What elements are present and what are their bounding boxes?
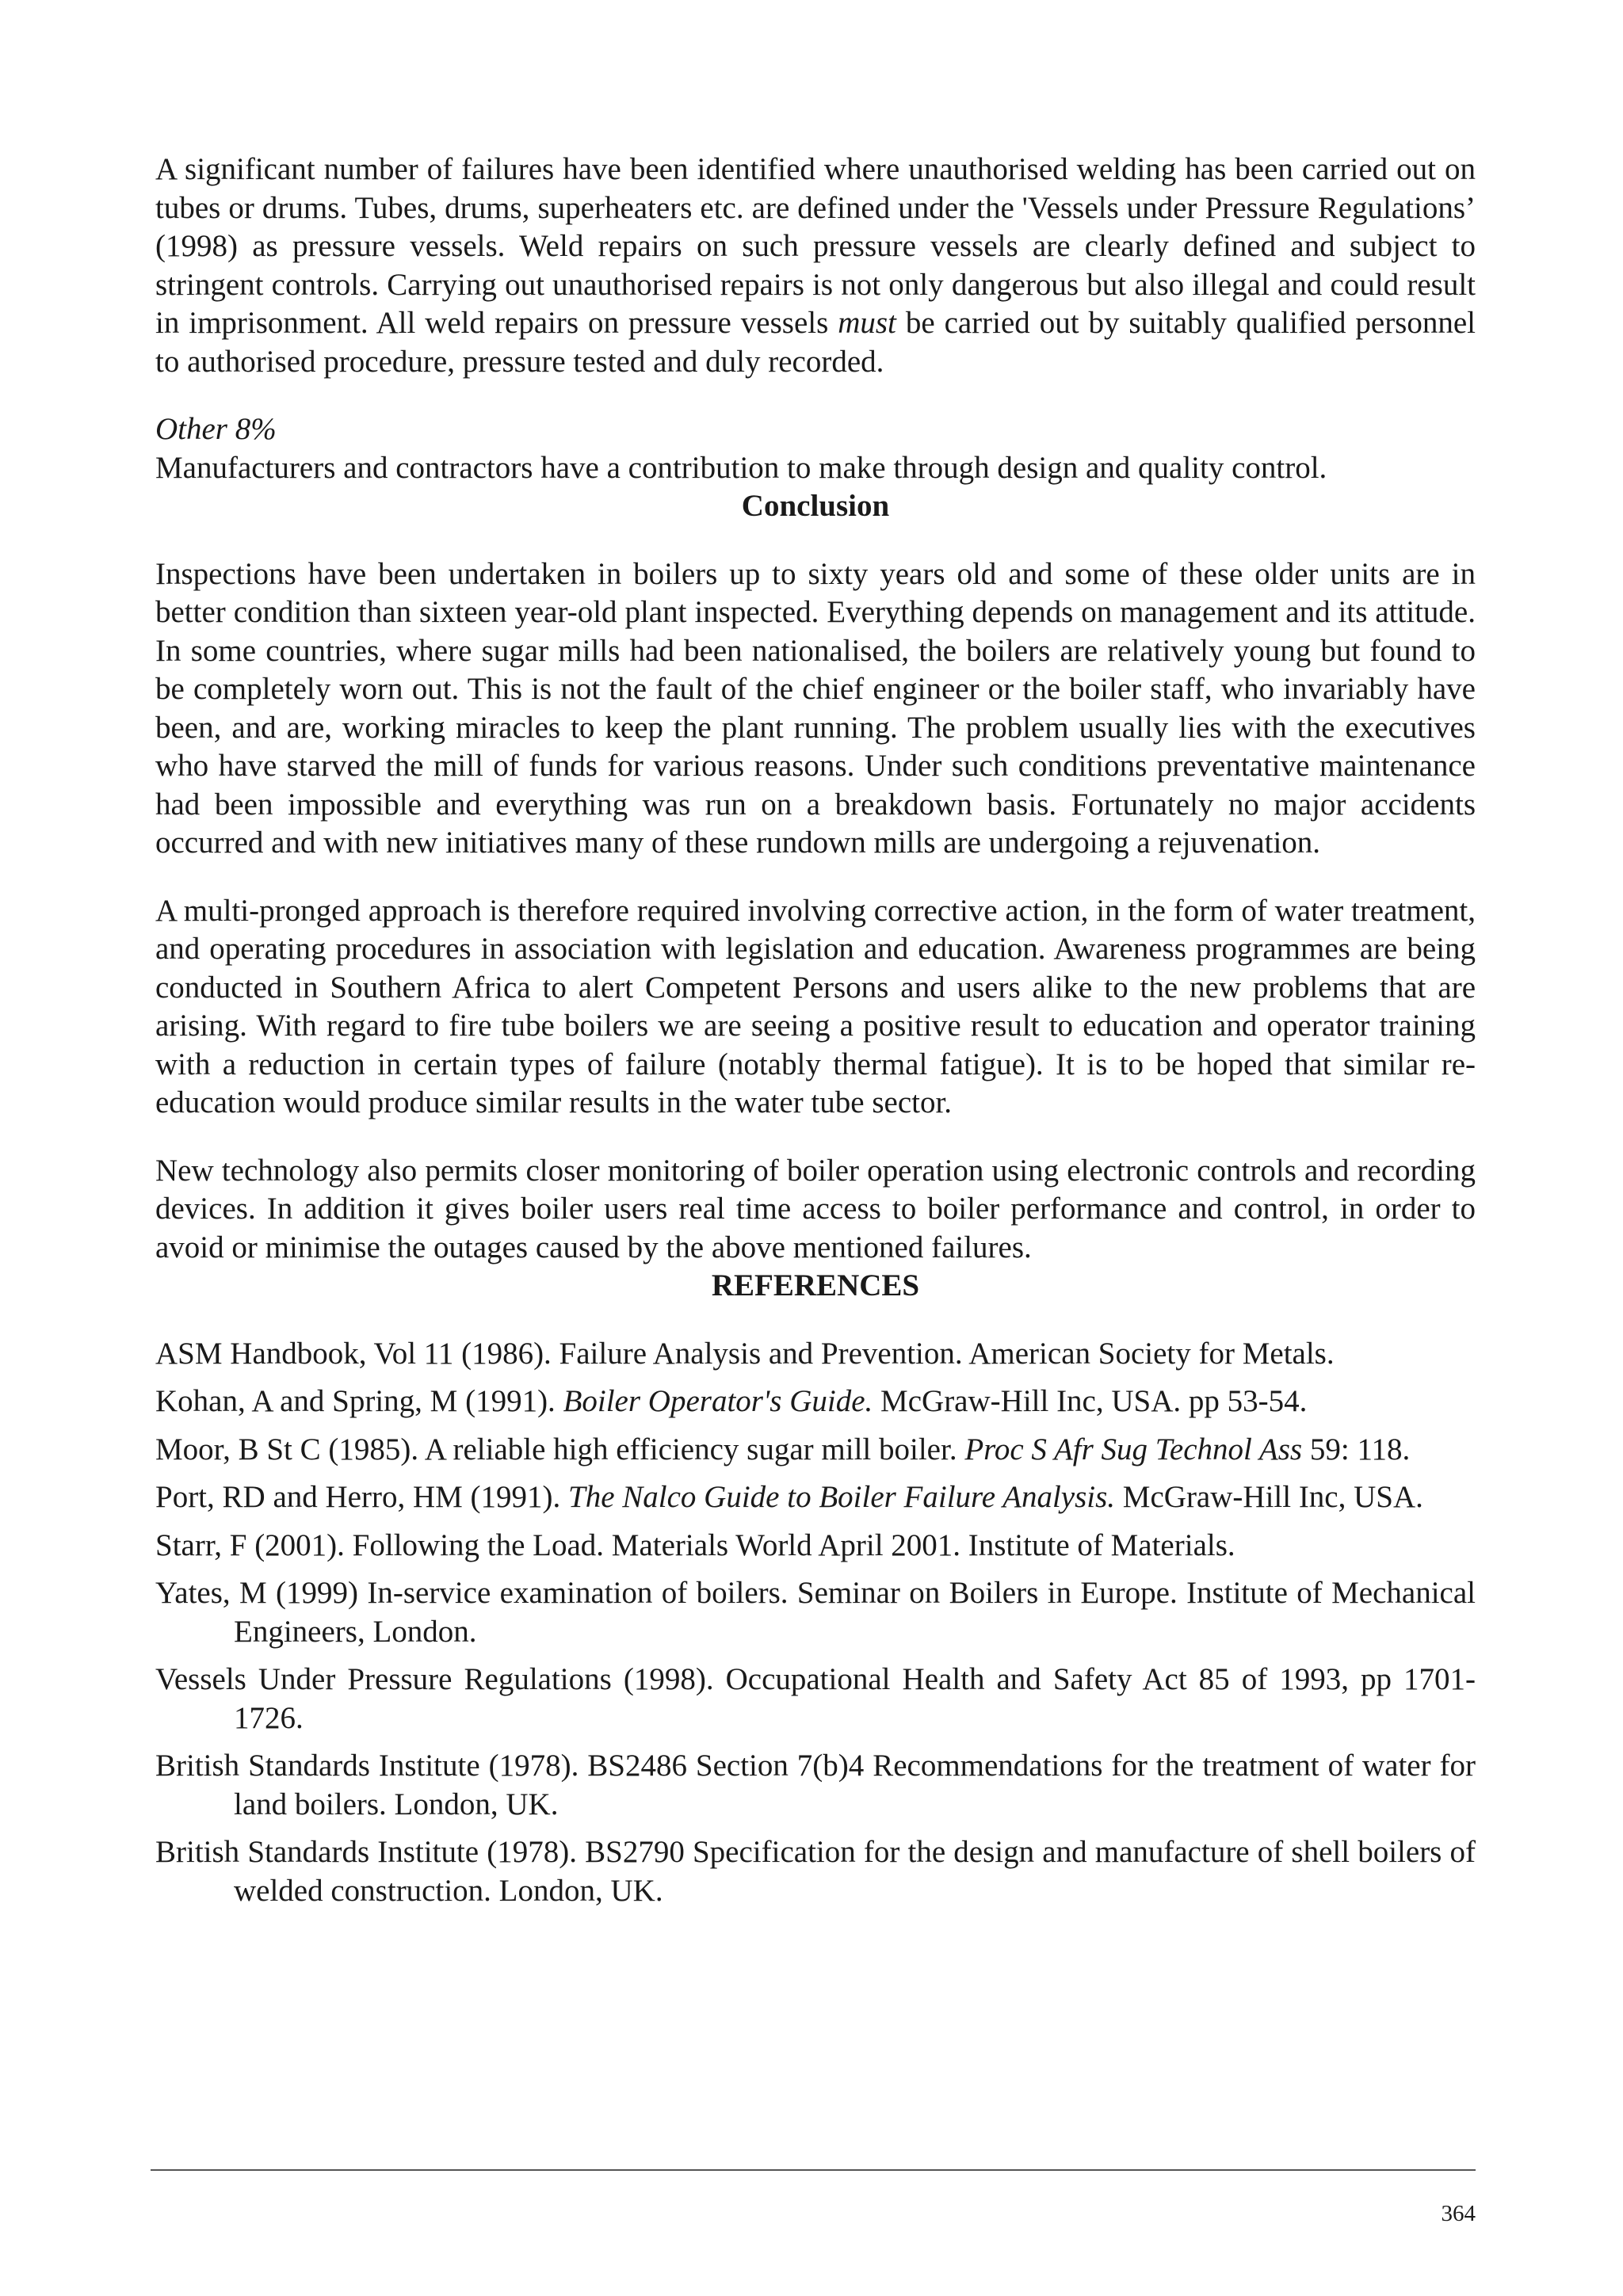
para-text: A significant number of failures have been identified where unauthorised welding has been carried out on tubes or drums. Tubes, drums, superheaters etc. are defined under the 'Vessels under Pressure Regulations’ (1998) as pressure vessels. Weld repairs on such pressure vessels are clearly defined and subject to stringent controls. Carrying out unauthorised repairs is not only dangerous but also illegal and could result in imprisonment. All weld repairs on pressure vessels bbox=[155, 152, 1476, 340]
other-subheading bbox=[155, 410, 1476, 449]
para-text: be carried out by suitably qualified personnel to authorised procedure, pressure tested and duly recorded. bbox=[155, 306, 1476, 379]
reference-text: British Standards Institute (1978). BS2486 Section 7(b)4 Recommendations for the treatment of water for land boilers. London, UK. bbox=[155, 1749, 1476, 1821]
reference-item bbox=[155, 1431, 1476, 1470]
conclusion-paragraph: Inspections have been undertaken in boilers up to sixty years old and some of these older units are in better condition than sixteen year-old plant inspected. Everything depends on management and its attitude. In some countries, where sugar mills had been nationalised, the boilers are relatively young but found to be completely worn out. This is not the fault of the chief engineer or the boiler staff, who invariably have been, and are, working miracles to keep the plant running. The problem usually lies with the executives who have starved the mill of funds for various reasons. Under such conditions preventative maintenance had been impossible and everything was run on a breakdown basis. Fortunately no major accidents occurred and with new initiatives many of these rundown mills are undergoing a rejuvenation. bbox=[155, 556, 1476, 860]
other-subheading-text: Other 8% bbox=[155, 412, 277, 446]
reference-text: McGraw-Hill Inc, USA. pp 53-54. bbox=[880, 1384, 1308, 1418]
reference-title: The Nalco Guide to Boiler Failure Analysis. bbox=[568, 1480, 1116, 1514]
reference-item bbox=[155, 1833, 1476, 1910]
footer-divider bbox=[151, 2169, 1476, 2171]
reference-item bbox=[155, 1335, 1476, 1374]
reference-item bbox=[155, 1661, 1476, 1737]
reference-item bbox=[155, 1478, 1476, 1517]
reference-text: Port, RD and Herro, HM (1991). bbox=[155, 1480, 561, 1514]
reference-title: Boiler Operator's Guide. bbox=[563, 1384, 873, 1418]
reference-item bbox=[155, 1383, 1476, 1421]
reference-text: McGraw-Hill Inc, USA. bbox=[1122, 1480, 1423, 1514]
reference-item bbox=[155, 1574, 1476, 1651]
reference-text: ASM Handbook, Vol 11 (1986). Failure Analysis and Prevention. American Society for Metals. bbox=[155, 1336, 1335, 1371]
reference-text: Kohan, A and Spring, M (1991). bbox=[155, 1384, 556, 1418]
reference-text: 59: 118. bbox=[1309, 1432, 1411, 1466]
reference-text: Yates, M (1999) In-service examination of boilers. Seminar on Boilers in Europe. Institute of Mechanical Engineers, London. bbox=[155, 1576, 1476, 1649]
reference-text: Moor, B St C (1985). A reliable high efficiency sugar mill boiler. bbox=[155, 1432, 957, 1466]
reference-text: Starr, F (2001). Following the Load. Materials World April 2001. Institute of Materials. bbox=[155, 1527, 1235, 1562]
reference-title: Proc S Afr Sug Technol Ass bbox=[964, 1432, 1303, 1466]
reference-item bbox=[155, 1527, 1476, 1566]
reference-item bbox=[155, 1747, 1476, 1824]
conclusion-paragraph: A multi-pronged approach is therefore required involving corrective action, in the form of water treatment, and operating procedures in association with legislation and education. Awareness programmes are being conducted in Southern Africa to alert Competent Persons and users alike to the new problems that are arising. With regard to fire tube boilers we are seeing a positive result to education and operator training with a reduction in certain types of failure (notably thermal fatigue). It is to be hoped that similar re-education would produce similar results in the water tube sector. bbox=[155, 893, 1476, 1119]
references-list bbox=[155, 1335, 1476, 1911]
page-content bbox=[155, 151, 1476, 1910]
conclusion-heading: Conclusion bbox=[741, 489, 890, 523]
page-number: 364 bbox=[1441, 2201, 1476, 2226]
reference-text: British Standards Institute (1978). BS2790 Specification for the design and manufacture of shell boilers of welded construction. London, UK. bbox=[155, 1835, 1476, 1908]
conclusion-paragraph: New technology also permits closer monitoring of boiler operation using electronic controls and recording devices. In addition it gives boiler users real time access to boiler performance and control, in order to avoid or minimise the outages caused by the above mentioned failures. bbox=[155, 1153, 1476, 1264]
paragraph-other: Manufacturers and contractors have a contribution to make through design and quality control. bbox=[155, 450, 1327, 485]
paragraph-unauthorised-welding bbox=[155, 151, 1476, 381]
reference-text: Vessels Under Pressure Regulations (1998). Occupational Health and Safety Act 85 of 1993, pp 1701-1726. bbox=[155, 1662, 1476, 1735]
emphasis-must: must bbox=[838, 306, 896, 340]
references-heading: REFERENCES bbox=[711, 1268, 920, 1302]
